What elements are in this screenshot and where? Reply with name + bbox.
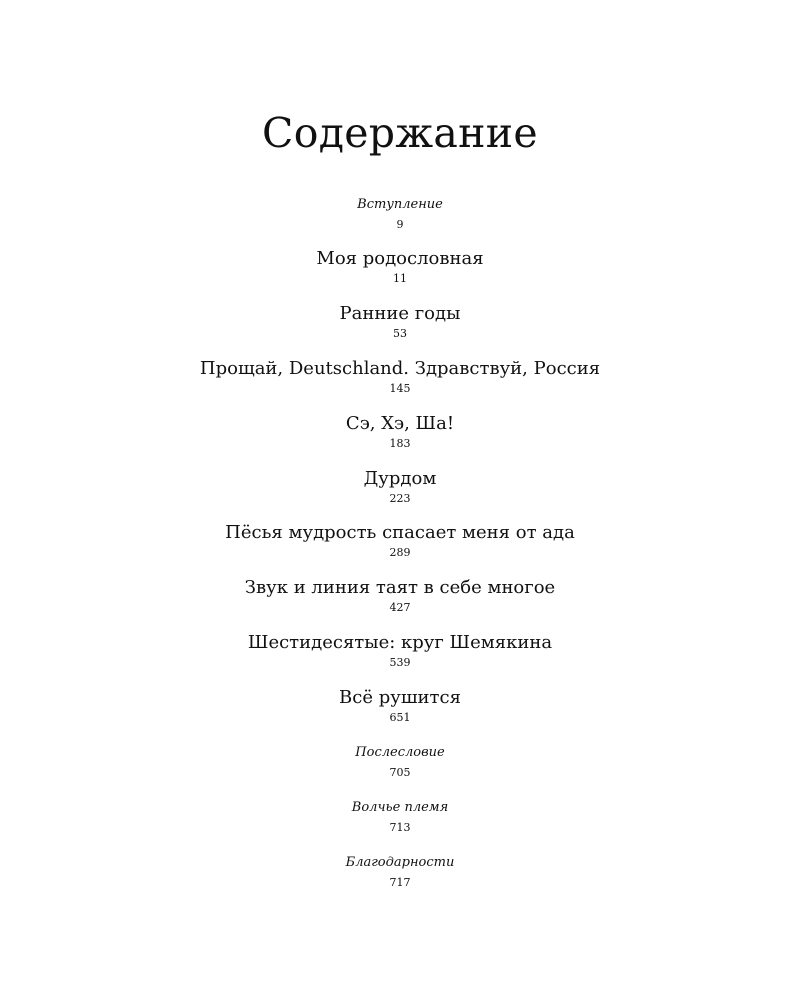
toc-entry-chapter-5 (0, 467, 800, 506)
toc-entry-label: Всё рушится (339, 687, 461, 708)
toc-entry-chapter-8 (0, 631, 800, 670)
toc-entry-label: Шестидесятые: круг Шемякина (247, 632, 553, 653)
toc-entry-page-number: 539 (389, 656, 411, 669)
toc-entry-label: Ранние годы (339, 303, 461, 324)
toc-entry-chapter-6 (0, 521, 800, 560)
toc-entry-chapter-7 (0, 576, 800, 615)
toc-entry-page-number: 713 (389, 821, 411, 834)
toc-entry-page-number: 145 (389, 382, 411, 395)
toc-entry-label: Дурдом (363, 468, 437, 489)
toc-entry-chapter-3 (0, 357, 800, 396)
toc-entry-chapter-9 (0, 686, 800, 725)
toc-entry-introduction (0, 193, 800, 232)
toc-entry-page-number: 651 (389, 711, 411, 724)
toc-entry-label: Послесловие (355, 745, 445, 760)
toc-entry-label: Прощай, Deutschland. Здравствуй, Россия (199, 358, 601, 379)
toc-entry-page-number: 289 (389, 546, 411, 559)
toc-entry-label: Вступление (357, 197, 443, 212)
toc-entry-label: Благодарности (345, 855, 455, 870)
toc-entry-page-number: 705 (389, 766, 411, 779)
toc-entry-chapter-4 (0, 412, 800, 451)
page-title: Содержание (262, 109, 538, 157)
toc-entry-label: Волчье племя (351, 800, 449, 815)
toc-entry-label: Сэ, Хэ, Ша! (345, 413, 455, 434)
toc-entry-page-number: 223 (389, 492, 411, 505)
toc-entry-wolf-tribe (0, 796, 800, 835)
toc-entry-chapter-1 (0, 247, 800, 286)
toc-entry-page-number: 53 (393, 327, 407, 340)
toc-entry-page-number: 717 (389, 876, 411, 889)
toc-entry-page-number: 183 (389, 437, 411, 450)
toc-entry-acknowledgements (0, 851, 800, 890)
toc-entry-label: Моя родословная (316, 248, 484, 269)
toc-entry-label: Звук и линия таят в себе многое (244, 577, 556, 598)
toc-entry-page-number: 9 (396, 218, 404, 231)
toc-entry-page-number: 427 (389, 601, 411, 614)
toc-entry-page-number: 11 (393, 272, 407, 285)
toc-entry-afterword (0, 741, 800, 780)
toc-entry-label: Пёсья мудрость спасает меня от ада (225, 522, 575, 543)
toc-entry-chapter-2 (0, 302, 800, 341)
